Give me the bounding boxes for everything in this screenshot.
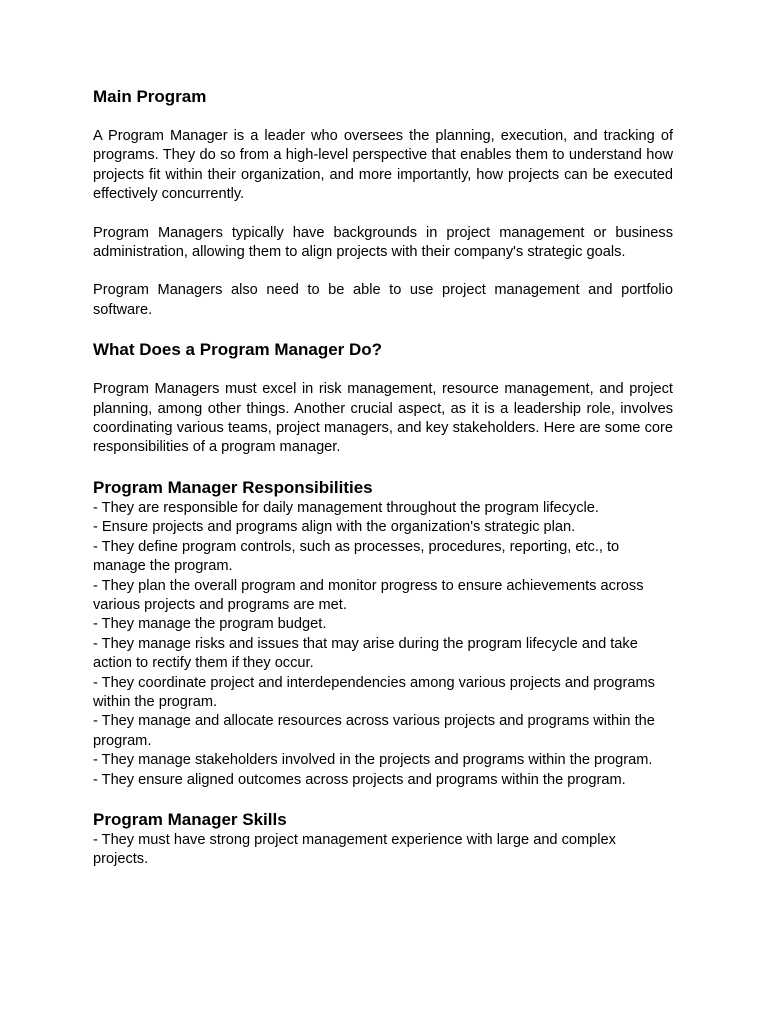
list-item: - Ensure projects and programs align with the organization's strategic plan. bbox=[93, 519, 576, 536]
heading-skills: Program Manager Skills bbox=[93, 809, 287, 829]
paragraph-what-does: Program Managers must excel in risk management, resource management, and project planning, among other things. Another crucial aspect, as it is a leadership role, involves coordinating various teams, project managers, and key stakeholders. Here are some core responsibilities of a program manager. bbox=[93, 381, 673, 456]
list-item: - They coordinate project and interdependencies among various projects and programs within the program. bbox=[93, 674, 655, 710]
heading-what-does: What Does a Program Manager Do? bbox=[93, 340, 383, 360]
list-item: - They manage the program budget. bbox=[93, 616, 327, 633]
list-item: - They manage stakeholders involved in the projects and programs within the program. bbox=[93, 752, 653, 769]
heading-responsibilities: Program Manager Responsibilities bbox=[93, 477, 373, 497]
paragraph-software: Program Managers also need to be able to use project management and portfolio software. bbox=[93, 282, 673, 318]
list-item: - They ensure aligned outcomes across projects and programs within the program. bbox=[93, 771, 626, 788]
list-item: - They plan the overall program and monitor progress to ensure achievements across various projects and programs are met. bbox=[93, 577, 644, 613]
list-item: - They must have strong project management experience with large and complex projects. bbox=[93, 831, 616, 868]
paragraph-intro: A Program Manager is a leader who oversees the planning, execution, and tracking of programs. They do so from a high-level perspective that enables them to understand how projects fit within their organization, and more importantly, how projects can be executed effectively concurrently. bbox=[93, 128, 673, 203]
heading-main-program: Main Program bbox=[93, 87, 207, 106]
list-item: - They manage and allocate resources across various projects and programs within the program. bbox=[93, 713, 655, 749]
list-item: - They are responsible for daily management throughout the program lifecycle. bbox=[93, 499, 599, 516]
list-item: - They define program controls, such as processes, procedures, reporting, etc., to manage the program. bbox=[93, 538, 620, 575]
responsibilities-list bbox=[93, 499, 673, 790]
paragraph-backgrounds: Program Managers typically have backgrounds in project management or business administration, allowing them to align projects with their company's strategic goals. bbox=[93, 224, 673, 261]
list-item: - They manage risks and issues that may arise during the program lifecycle and take action to rectify them if they occur. bbox=[93, 635, 638, 672]
skills-list bbox=[93, 831, 673, 870]
